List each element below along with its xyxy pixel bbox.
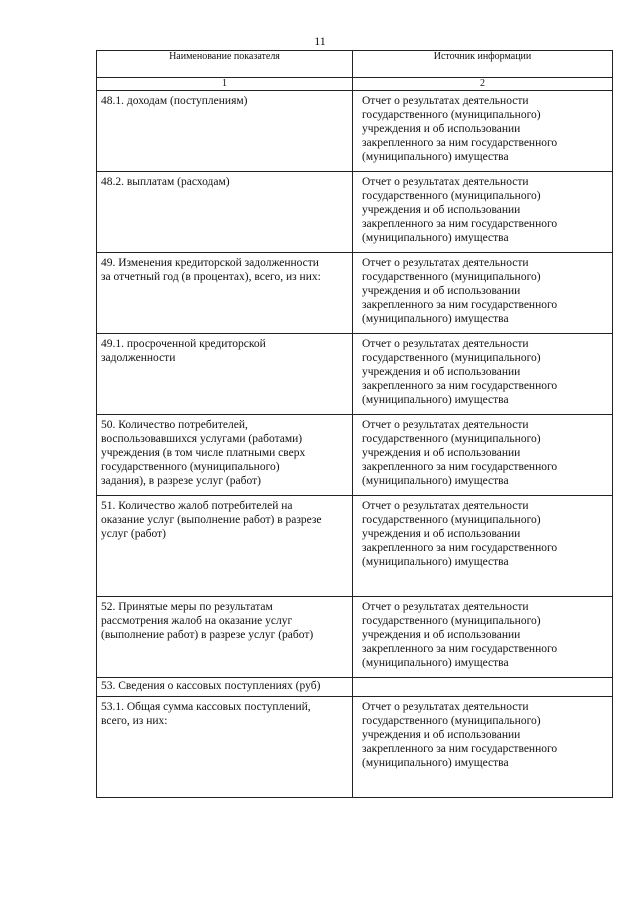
indicator-cell	[97, 678, 353, 697]
source-text: Отчет о результатах деятельности государственного (муниципального) учреждения и об использовании закрепленного за ним государственного (муниципального) имущества	[362, 338, 558, 406]
source-cell	[353, 597, 613, 678]
table-header-row	[97, 51, 613, 78]
source-text: Отчет о результатах деятельности государственного (муниципального) учреждения и об использовании закрепленного за ним государственного (муниципального) имущества	[362, 419, 558, 487]
indicator-text: 53. Сведения о кассовых поступлениях (руб)	[101, 680, 321, 692]
column-number-2: 2	[353, 78, 613, 91]
source-cell	[353, 496, 613, 597]
table-row	[97, 597, 613, 678]
table-row	[97, 415, 613, 496]
indicator-cell	[97, 597, 353, 678]
indicator-text: 48.2. выплатам (расходам)	[101, 176, 230, 188]
indicator-cell	[97, 496, 353, 597]
indicator-cell	[97, 91, 353, 172]
column-number-row	[97, 78, 613, 91]
source-cell	[353, 253, 613, 334]
source-cell	[353, 678, 613, 697]
table-row	[97, 172, 613, 253]
source-text: Отчет о результатах деятельности государственного (муниципального) учреждения и об использовании закрепленного за ним государственного (муниципального) имущества	[362, 176, 558, 244]
indicator-text: 49. Изменения кредиторской задолженности за отчетный год (в процентах), всего, из них:	[101, 257, 321, 283]
source-text: Отчет о результатах деятельности государственного (муниципального) учреждения и об использовании закрепленного за ним государственного (муниципального) имущества	[362, 500, 558, 568]
indicator-text: 53.1. Общая сумма кассовых поступлений, всего, из них:	[101, 701, 311, 727]
indicator-text: 49.1. просроченной кредиторской задолженности	[101, 338, 266, 364]
source-text: Отчет о результатах деятельности государственного (муниципального) учреждения и об использовании закрепленного за ним государственного (муниципального) имущества	[362, 701, 558, 769]
source-cell	[353, 415, 613, 496]
indicator-cell	[97, 415, 353, 496]
table-row	[97, 678, 613, 697]
table-row	[97, 91, 613, 172]
source-text	[353, 678, 612, 679]
column-header-source: Источник информации	[353, 51, 613, 78]
indicator-cell	[97, 697, 353, 798]
source-cell	[353, 91, 613, 172]
indicator-cell	[97, 253, 353, 334]
table-row	[97, 253, 613, 334]
source-text: Отчет о результатах деятельности государственного (муниципального) учреждения и об использовании закрепленного за ним государственного (муниципального) имущества	[362, 257, 558, 325]
source-text: Отчет о результатах деятельности государственного (муниципального) учреждения и об использовании закрепленного за ним государственного (муниципального) имущества	[362, 601, 558, 669]
source-cell	[353, 172, 613, 253]
source-text: Отчет о результатах деятельности государственного (муниципального) учреждения и об использовании закрепленного за ним государственного (муниципального) имущества	[362, 95, 558, 163]
source-cell	[353, 334, 613, 415]
indicator-text: 52. Принятые меры по результатам рассмотрения жалоб на оказание услуг (выполнение работ) в разрезе услуг (работ)	[101, 601, 314, 641]
table-row	[97, 334, 613, 415]
indicator-cell	[97, 172, 353, 253]
source-cell	[353, 697, 613, 798]
indicator-text: 48.1. доходам (поступлениям)	[101, 95, 248, 107]
column-number-1: 1	[97, 78, 353, 91]
page-number: 11	[314, 34, 326, 48]
table-row	[97, 496, 613, 597]
indicator-cell	[97, 334, 353, 415]
column-header-indicator: Наименование показателя	[97, 51, 353, 78]
indicator-text: 50. Количество потребителей, воспользовавшихся услугами (работами) учреждения (в том числе платными сверх государственного (муниципального) задания), в разрезе услуг (работ)	[101, 419, 306, 487]
table-row	[97, 697, 613, 798]
indicator-text: 51. Количество жалоб потребителей на оказание услуг (выполнение работ) в разрезе услуг (работ)	[101, 500, 322, 540]
indicators-table	[96, 50, 613, 798]
